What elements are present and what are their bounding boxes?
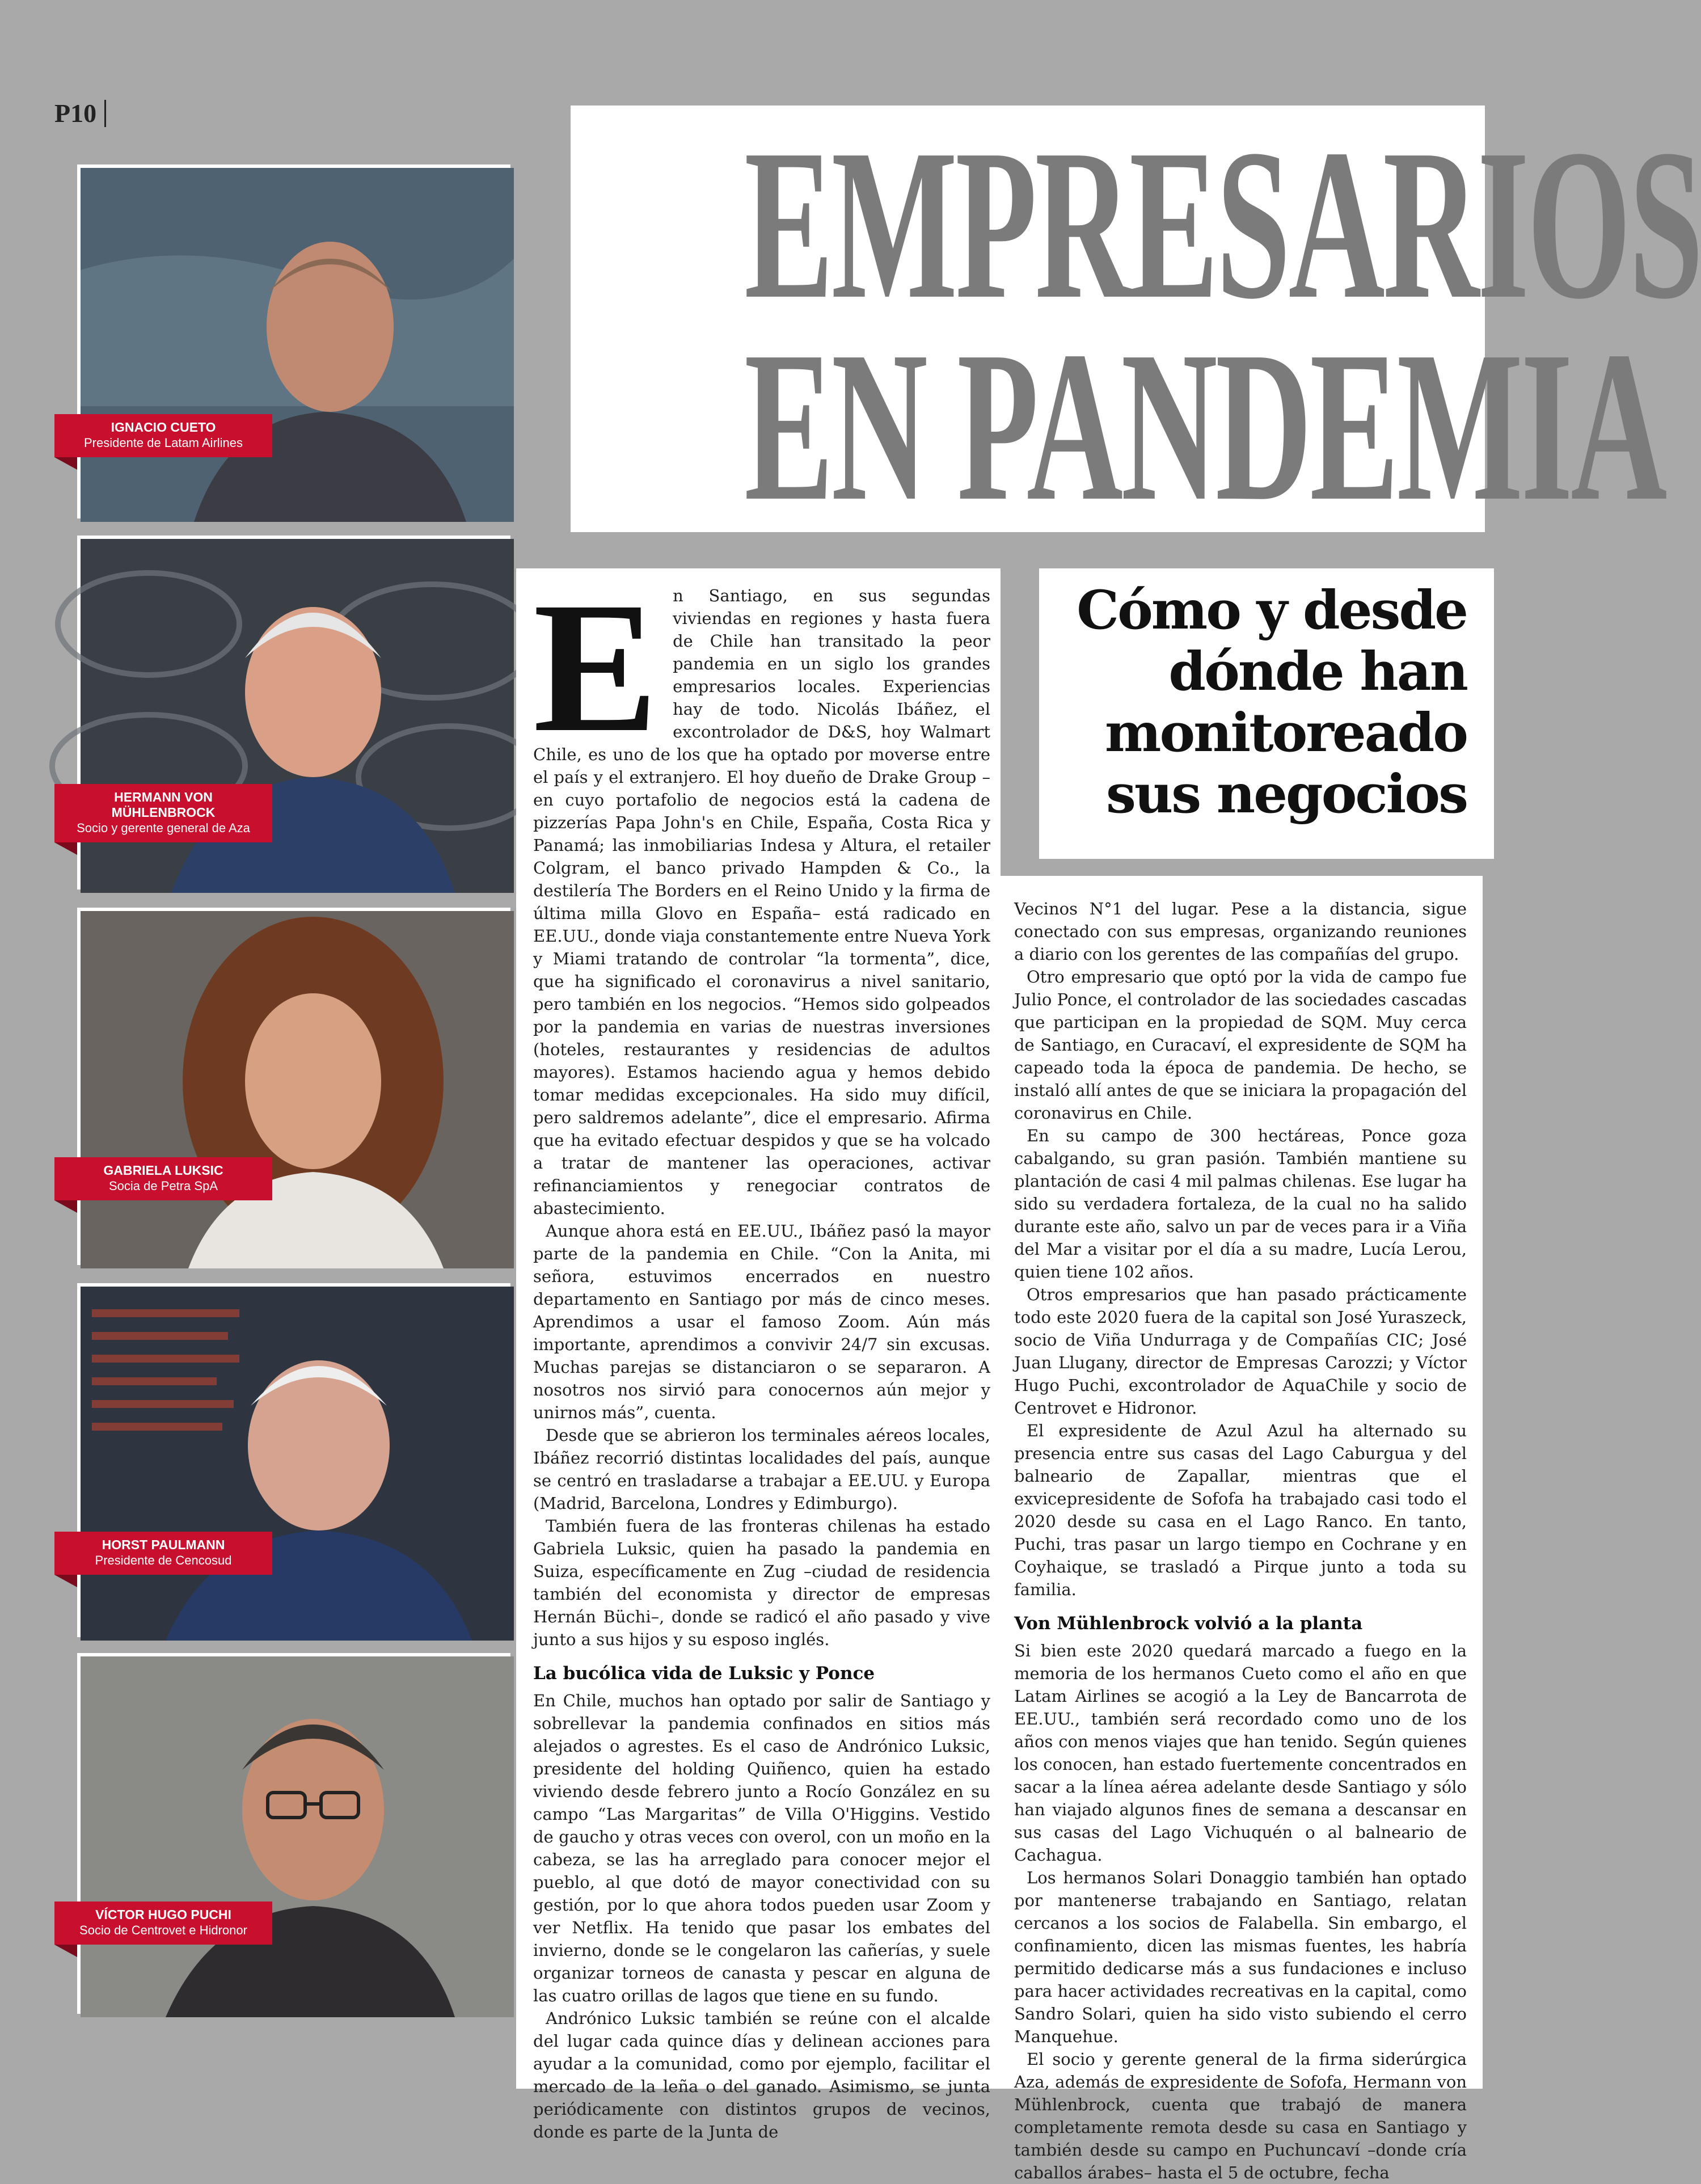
portrait-photo-gabriela-luksic [77, 908, 510, 1265]
article-paragraph: n Santiago, en sus segundas viviendas en regiones y hasta fuera de Chile han transitado la peor pandemia en un siglo los grandes empresarios locales. Experiencias hay de todo. Nicolás Ibáñez, el excontrolador de D&S, hoy Walmart Chile, es uno de los que ha optado por moverse entre el país y el extranjero. El hoy dueño de Drake Group –en cuyo portafolio de negocios está la cadena de pizzerías Papa John's en Chile, España, Costa Rica y Panamá; las inmobiliarias Indesa y Altura, el retailer Colgram, el banco privado Hampden & Co., la destilería The Borders en el Reino Unido y la firma de última milla Glovo en España– está radicado en EE.UU., donde viaja constantemente entre Nueva York y Miami tratando de controlar “la tormenta”, dice, que ha significado el coronavirus a nivel sanitario, pero también en los negocios. “Hemos sido golpeados por la pandemia en varias de nuestras inversiones (hoteles, restaurantes y residencias de adultos mayores). Estamos haciendo agua y hemos debido tomar medidas excepcionales. Ha sido muy difícil, pero saldremos adelante”, dice el empresario. Afirma que ha evitado efectuar despidos y que se ha volcado a tratar de mantener las operaciones, activar refinanciamientos y renegociar contratos de abastecimiento. [533, 586, 990, 1218]
portrait-photo-victor-hugo-puchi [77, 1653, 510, 2014]
article-paragraph: Otros empresarios que han pasado prácticamente todo este 2020 fuera de la capital son José Yuraszeck, socio de Viña Undurraga y de Compañías CIC; José Juan Llugany, director de Empresas Carozzi; y Víctor Hugo Puchi, excontrolador de AquaChile y socio de Centrovet e Hidronor. [1014, 1285, 1467, 1418]
article-paragraph: También fuera de las fronteras chilenas ha estado Gabriela Luksic, quien ha pasado la pandemia en Suiza, específicamente en Zug –ciudad de residencia también del economista y director de empresas Hernán Büchi–, donde se radicó el año pasado y vive junto a sus hijos y su esposo inglés. [533, 1516, 990, 1649]
caption-role: Presidente de Cencosud [95, 1553, 232, 1567]
article-paragraph: Andrónico Luksic también se reúne con el alcalde del lugar cada quince días y delinean acciones para ayudar a la comunidad, como por ejemplo, facilitar el mercado de la leña o del ganado. Asimismo, se junta periódicamente con distintos grupos de vecinos, donde es parte de la Junta de [533, 2009, 990, 2141]
headline-line-1: EMPRESARIOS [744, 105, 1701, 344]
article-paragraph: Los hermanos Solari Donaggio también han optado por mantenerse trabajando en Santiago, relatan cercanos a los socios de Falabella. Sin embargo, el confinamiento, dicen las mismas fuentes, les habría permitido dedicarse más a sus fundaciones e incluso para hacer actividades recreativas en la capital, como Sandro Solari, quien ha sido visto subiendo el cerro Manquehue. [1014, 1868, 1467, 2046]
article-paragraph: El socio y gerente general de la firma siderúrgica Aza, además de expresidente de Sofofa, Hermann von Mühlenbrock, cuenta que trabajó de manera completamente remota desde su casa en Santiago y también desde su campo en Puchuncaví –donde cría caballos árabes– hasta el 5 de octubre, fecha [1014, 2050, 1467, 2182]
caption-name: IGNACIO CUETO [111, 420, 216, 435]
article-column-2 [1001, 876, 1483, 2182]
article-paragraph: En su campo de 300 hectáreas, Ponce goza cabalgando, su gran pasión. También mantiene su plantación de casi 4 mil palmas chilenas. Ese lugar ha sido su verdadera fortaleza, de la cual no ha salido durante este año, salvo un par de veces para ir a Viña del Mar a visitar por el día a su madre, Lucía Lerou, quien tiene 102 años. [1014, 1126, 1467, 1281]
subheadline: Cómo y desde dónde han monitoreado sus negocios [1077, 579, 1467, 825]
subheadline-box [1039, 568, 1494, 859]
article-paragraph: Desde que se abrieron los terminales aéreos locales, Ibáñez recorrió distintas localidades del país, aunque se centró en trasladarse a trabajar a EE.UU. y Europa (Madrid, Barcelona, Londres y Edimburgo). [533, 1426, 990, 1513]
article-paragraph: Otro empresario que optó por la vida de campo fue Julio Ponce, el controlador de las sociedades cascadas que participan en la propiedad de SQM. Muy cerca de Santiago, en Curacaví, el expresidente de SQM ha capeado toda la época de pandemia. De hecho, se instaló allí antes de que se iniciara la propagación del coronavirus en Chile. [1014, 967, 1467, 1123]
caption-name: HERMANN VON MÜHLENBROCK [111, 790, 216, 820]
caption-name: GABRIELA LUKSIC [103, 1163, 223, 1178]
caption-role: Socio y gerente general de Aza [77, 821, 250, 835]
caption-victor-hugo-puchi [54, 1901, 272, 1945]
caption-gabriela-luksic [54, 1157, 272, 1200]
drop-cap: E [533, 564, 659, 771]
article-paragraph: Aunque ahora está en EE.UU., Ibáñez pasó la mayor parte de la pandemia en Chile. “Con la Anita, mi señora, estuvimos encerrados en nuestro departamento en Santiago por más de cinco meses. Aprendimos a usar el famoso Zoom. Aún más importante, aprendimos a convivir 24/7 sin excusas. Muchas parejas se distanciaron o se separaron. A nosotros nos sirvió para conocernos aún mejor y unirnos más”, cuenta. [533, 1221, 990, 1422]
article-column-1 [516, 564, 1001, 2141]
caption-horst-paulmann [54, 1532, 272, 1575]
caption-name: HORST PAULMANN [102, 1537, 225, 1552]
section-heading: Von Mühlenbrock volvió a la planta [1014, 1613, 1363, 1634]
article-paragraph: El expresidente de Azul Azul ha alternado su presencia entre sus casas del Lago Caburgua y del balneario de Zapallar, mientras que el exvicepresidente de Sofofa ha trabajado casi todo el 2020 desde su casa en el Lago Ranco. En tanto, Puchi, tras pasar un largo tiempo en Cochrane y en Coyhaique, se trasladó a Pirque junto a toda su familia. [1014, 1421, 1467, 1599]
caption-name: VÍCTOR HUGO PUCHI [95, 1907, 231, 1922]
headline-box [571, 105, 1701, 546]
article-paragraph: Si bien este 2020 quedará marcado a fuego en la memoria de los hermanos Cueto como el año en que Latam Airlines se acogió a la Ley de Bancarrota de EE.UU., también será recordado como uno de los años con menos viajes que han tenido. Según quienes los conocen, han estado fuertemente concentrados en sacar a la línea aérea adelante desde Santiago y sólo han viajado algunos fines de semana a descansar en sus casas del Lago Vichuquén o al balneario de Cachagua. [1014, 1641, 1467, 1865]
portrait-photo-horst-paulmann [77, 1283, 510, 1637]
article-paragraph: En Chile, muchos han optado por salir de Santiago y sobrellevar la pandemia confinados en sitios más alejados o agrestes. Es el caso de Andrónico Luksic, presidente del holding Quiñenco, quien ha estado viviendo desde febrero junto a Rocío González en su campo “Las Margaritas” de Villa O'Higgins. Vestido de gaucho y otras veces con overol, con un moño en la cabeza, se las ha arreglado para conocer mejor el pueblo, al que dotó de mayor conectividad con su gestión, por lo que ahora todos pueden usar Zoom y ver Netflix. Ha tenido que pasar los embates del invierno, donde se le congelaron las cañerías, y suele organizar torneos de canasta y pescar en alguna de las cuatro orillas de lagos que tiene en su fundo. [533, 1691, 990, 2005]
caption-role: Presidente de Latam Airlines [83, 436, 243, 450]
portrait-photo-ignacio-cueto [77, 165, 510, 518]
article-paragraph: Vecinos N°1 del lugar. Pese a la distancia, sigue conectado con sus empresas, organizando reuniones a diario con los gerentes de las compañías del grupo. [1014, 899, 1467, 964]
headline-line-2: EN PANDEMIA [744, 307, 1665, 546]
caption-role: Socio de Centrovet e Hidronor [79, 1923, 247, 1937]
caption-hermann-von-muhlenbrock [54, 784, 272, 842]
caption-role: Socia de Petra SpA [108, 1179, 218, 1193]
section-heading: La bucólica vida de Luksic y Ponce [533, 1663, 875, 1684]
caption-ignacio-cueto [54, 414, 272, 457]
page-number: P10 [54, 100, 106, 127]
